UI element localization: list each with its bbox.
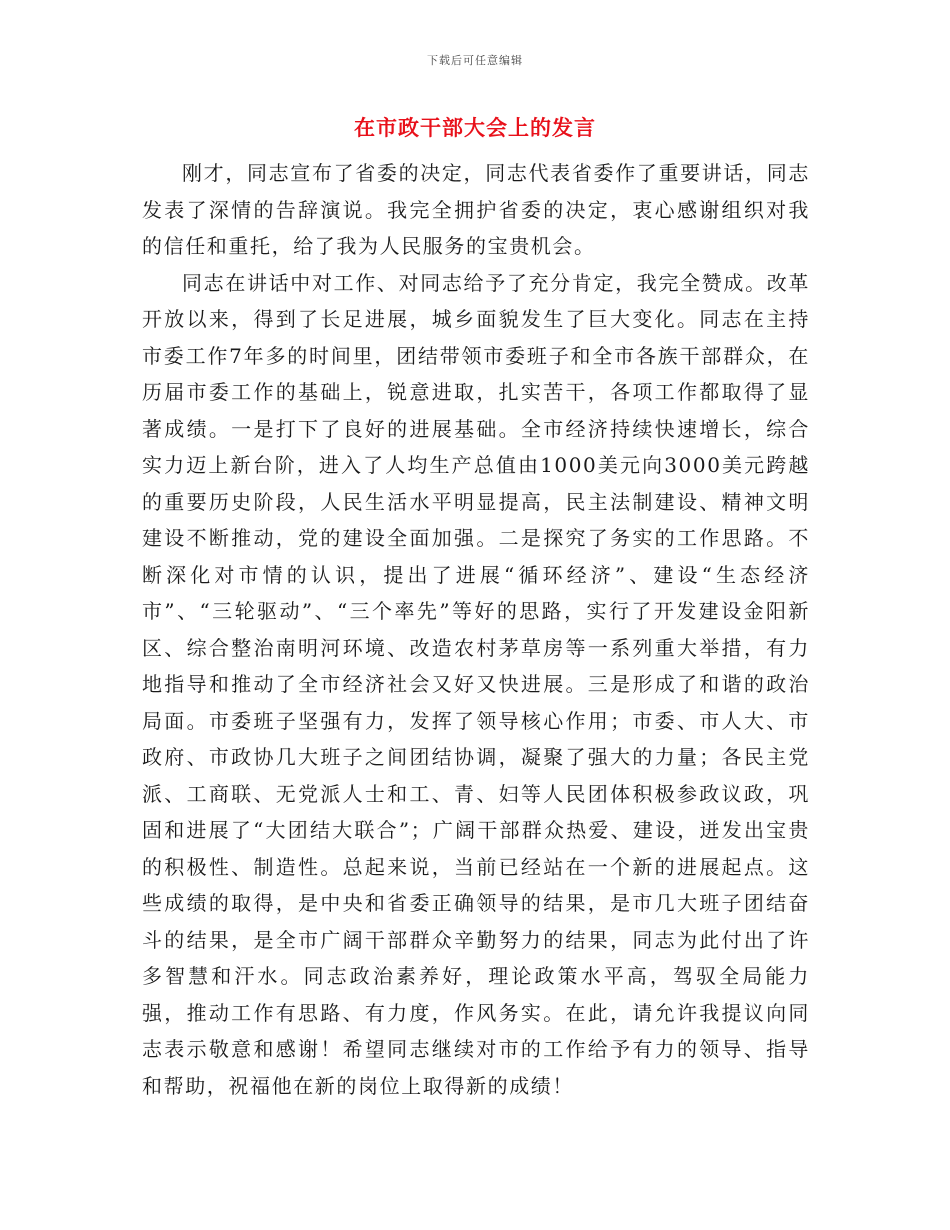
document-title: 在市政干部大会上的发言	[354, 115, 596, 140]
paragraph-1: 刚才，同志宣布了省委的决定，同志代表省委作了重要讲话，同志发表了深情的告辞演说。我完全拥护省委的决定，衷心感谢组织对我的信任和重托，给了我为人民服务的宝贵机会。	[142, 161, 810, 258]
document-body	[142, 155, 810, 1104]
paragraph-2: 同志在讲话中对工作、对同志给予了充分肯定，我完全赞成。改革开放以来，得到了长足进展，城乡面貌发生了巨大变化。同志在主持市委工作7年多的时间里，团结带领市委班子和全市各族干部群众，在历届市委工作的基础上，锐意进取，扎实苦干，各项工作都取得了显著成绩。一是打下了良好的进展基础。全市经济持续快速增长，综合实力迈上新台阶，进入了人均生产总值由1000美元向3000美元跨越的重要历史阶段，人民生活水平明显提高，民主法制建设、精神文明建设不断推动，党的建设全面加强。二是探究了务实的工作思路。不断深化对市情的认识，提出了进展“循环经济”、建设“生态经济市”、“三轮驱动”、“三个率先”等好的思路，实行了开发建设金阳新区、综合整治南明河环境、改造农村茅草房等一系列重大举措，有力地指导和推动了全市经济社会又好又快进展。三是形成了和谐的政治局面。市委班子坚强有力，发挥了领导核心作用；市委、市人大、市政府、市政协几大班子之间团结协调，凝聚了强大的力量；各民主党派、工商联、无党派人士和工、青、妇等人民团体积极参政议政，巩固和进展了“大团结大联合”；广阔干部群众热爱、建设，迸发出宝贵的积极性、制造性。总起来说，当前已经站在一个新的进展起点。这些成绩的取得，是中央和省委正确领导的结果，是市几大班子团结奋斗的结果，是全市广阔干部群众辛勤努力的结果，同志为此付出了许多智慧和汗水。同志政治素养好，理论政策水平高，驾驭全局能力强，推动工作有思路、有力度，作风务实。在此，请允许我提议向同志表示敬意和感谢！希望同志继续对市的工作给予有力的领导、指导和帮助，祝福他在新的岗位上取得新的成绩！	[142, 270, 810, 1098]
header-note: 下载后可任意编辑	[427, 54, 523, 67]
